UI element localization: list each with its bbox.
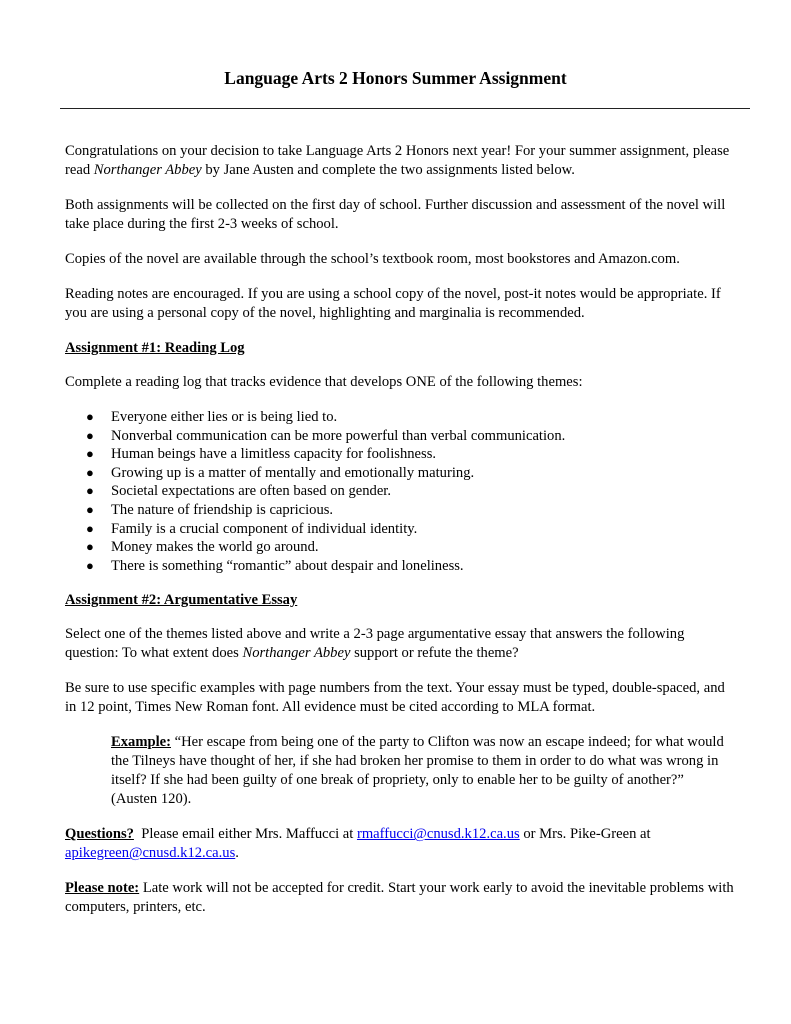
theme-text: Nonverbal communication can be more powerful than verbal communication. (111, 427, 566, 444)
theme-list-item (65, 408, 735, 427)
intro-paragraph (65, 142, 735, 180)
theme-text: Money makes the world go around. (111, 539, 319, 556)
theme-list-item (65, 520, 735, 539)
assignment2-instruction-end: support or refute the theme? (350, 645, 519, 662)
assignment1-heading: Assignment #1: Reading Log (65, 340, 245, 356)
theme-list-item (65, 445, 735, 464)
theme-text: Everyone either lies or is being lied to. (111, 409, 338, 425)
intro-text-end: by Jane Austen and complete the two assignments listed below. (201, 162, 575, 178)
example-quote (111, 733, 731, 809)
questions-text-middle: or Mrs. Pike-Green at (519, 826, 651, 843)
email-link-pike-green[interactable]: apikegreen@cnusd.k12.ca.us (65, 845, 236, 862)
document-body (65, 142, 735, 933)
assignment1-instruction: Complete a reading log that tracks evidence that develops ONE of the following themes: (65, 374, 583, 390)
theme-list-item (65, 427, 735, 446)
intro-novel-title: Northanger Abbey (93, 162, 202, 178)
note-label: Please note: (65, 880, 140, 897)
bullet-icon: ● (86, 501, 94, 517)
assignment2-novel-title: Northanger Abbey (242, 645, 351, 662)
questions-label: Questions? (65, 826, 134, 843)
theme-list-item (65, 538, 735, 557)
bullet-icon: ● (86, 483, 94, 499)
bullet-icon: ● (86, 409, 94, 424)
late-work-note (65, 879, 735, 917)
bullet-icon: ● (86, 446, 94, 462)
theme-text: Human beings have a limitless capacity for foolishness. (111, 446, 437, 463)
theme-list (65, 408, 735, 575)
theme-list-item (65, 501, 735, 520)
bullet-icon: ● (86, 520, 94, 536)
bullet-icon: ● (86, 427, 94, 443)
theme-text: Family is a crucial component of individual identity. (111, 520, 418, 537)
questions-text-end: . (235, 845, 239, 862)
note-text: Late work will not be accepted for credit. Start your work early to avoid the inevitable problems with computers, printers, etc. (65, 880, 734, 916)
theme-text: There is something “romantic” about despair and loneliness. (111, 557, 464, 574)
title-divider (60, 108, 750, 109)
collection-paragraph: Both assignments will be collected on the first day of school. Further discussion and assessment of the novel will take place during the first 2-3 weeks of school. (65, 197, 726, 232)
email-link-maffucci[interactable]: rmaffucci@cnusd.k12.ca.us (356, 826, 520, 843)
document-title: Language Arts 2 Honors Summer Assignment (224, 68, 567, 88)
theme-list-item (65, 557, 735, 576)
copies-paragraph: Copies of the novel are available through the school’s textbook room, most bookstores and Amazon.com. (65, 251, 680, 267)
format-paragraph: Be sure to use specific examples with page numbers from the text. Your essay must be typed, double-spaced, and in 12 point, Times New Roman font. All evidence must be cited according to MLA format. (65, 680, 725, 716)
theme-text: The nature of friendship is capricious. (111, 501, 334, 518)
assignment2-instruction-start: Select one of the themes listed above and write a 2-3 page argumentative essay that answers the following question: To what extent does (65, 626, 685, 662)
assignment2-heading: Assignment #2: Argumentative Essay (65, 592, 298, 609)
theme-text: Societal expectations are often based on gender. (111, 483, 392, 500)
bullet-icon: ● (86, 464, 94, 480)
reading-notes-paragraph: Reading notes are encouraged. If you are using a school copy of the novel, post-it notes would be appropriate. If you are using a personal copy of the novel, highlighting and marginalia is recommended. (65, 286, 721, 321)
questions-paragraph (65, 825, 735, 863)
bullet-icon: ● (86, 557, 94, 573)
example-label: Example: (111, 734, 171, 751)
assignment2-instruction (65, 625, 735, 663)
questions-text-start: Please email either Mrs. Maffucci at (133, 826, 357, 843)
example-text: “Her escape from being one of the party to Clifton was now an escape indeed; for what would the Tilneys have thought of her, if she had broken her promise to them in order to do what was wrong in itself? If she had been guilty of one break of propriety, only to enable her to be guilty of another?” (Austen 120). (111, 734, 724, 808)
theme-text: Growing up is a matter of mentally and emotionally maturing. (111, 464, 475, 481)
intro-text-start: Congratulations on your decision to take Language Arts 2 Honors next year! For your summer assignment, please read (65, 143, 730, 178)
theme-list-item (65, 464, 735, 483)
bullet-icon: ● (86, 539, 94, 555)
theme-list-item (65, 482, 735, 501)
